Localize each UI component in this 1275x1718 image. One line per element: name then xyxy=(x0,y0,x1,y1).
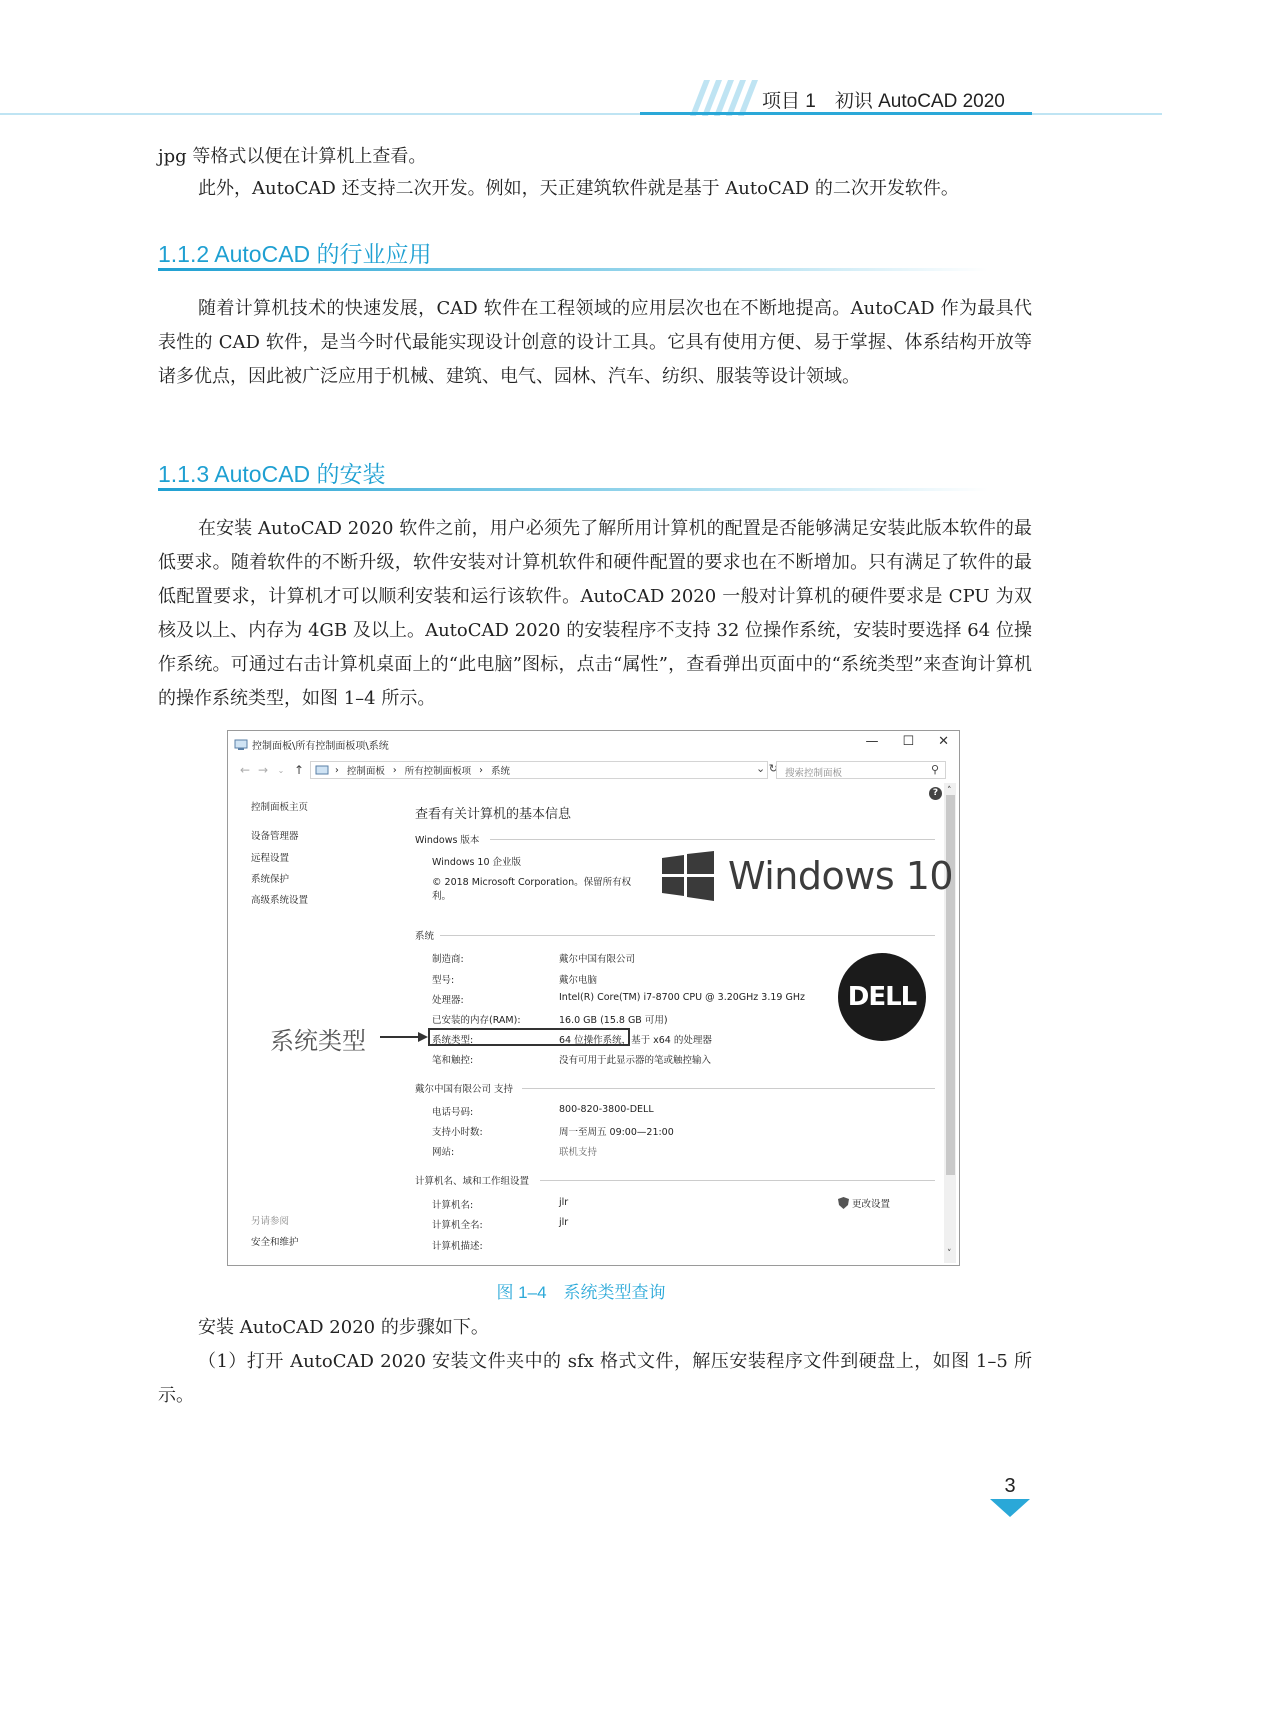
section-label-system: 系统 xyxy=(415,931,435,942)
system-row-label: 笔和触控: xyxy=(432,1055,474,1066)
callout-arrow-icon xyxy=(380,1031,430,1043)
dell-logo: DELL xyxy=(838,953,926,1041)
section-label-computer-name: 计算机名、域和工作组设置 xyxy=(415,1176,530,1187)
system-row-label: 制造商: xyxy=(432,954,464,965)
section-divider xyxy=(522,1088,935,1089)
breadcrumb-item[interactable]: 控制面板 xyxy=(346,766,385,777)
control-panel-icon xyxy=(234,739,248,750)
search-icon[interactable]: ⚲ xyxy=(930,763,939,776)
sidebar-item-advanced-settings[interactable]: 高级系统设置 xyxy=(251,895,309,906)
refresh-icon[interactable]: ⌄ ↻ xyxy=(756,762,778,775)
system-row-value: 16.0 GB (15.8 GB 可用) xyxy=(559,1015,668,1026)
maximize-icon[interactable]: ☐ xyxy=(902,734,915,749)
back-arrow-icon[interactable]: ← xyxy=(239,763,251,777)
section-heading-1-1-2: 1.1.2 AutoCAD 的行业应用 xyxy=(158,241,432,267)
sidebar-item-remote-settings[interactable]: 远程设置 xyxy=(251,853,290,864)
callout-label: 系统类型 xyxy=(270,1027,366,1055)
close-icon[interactable]: ✕ xyxy=(938,734,949,749)
paragraph-step-1: （1）打开 AutoCAD 2020 安装文件夹中的 sfx 格式文件，解压安装程序文件到硬盘上，如图 1–5 所示。 xyxy=(158,1351,1032,1406)
breadcrumb-separator-icon: › xyxy=(392,764,397,776)
sidebar-item-system-protection[interactable]: 系统保护 xyxy=(251,874,290,885)
scroll-down-icon[interactable]: ˅ xyxy=(947,1249,952,1259)
support-row-label: 支持小时数: xyxy=(432,1127,483,1138)
paragraph-intro-2: 此外，AutoCAD 还支持二次开发。例如，天正建筑软件就是基于 AutoCAD 的二次开发软件。 xyxy=(198,178,959,199)
computer-row-value: jlr xyxy=(559,1217,569,1228)
address-bar[interactable] xyxy=(310,761,768,779)
system-row-label: 已安装的内存(RAM): xyxy=(432,1015,521,1026)
figure-caption: 图 1–4 系统类型查询 xyxy=(496,1283,666,1302)
window-title: 控制面板\所有控制面板项\系统 xyxy=(252,741,389,752)
header-rule-accent xyxy=(640,112,1032,115)
forward-arrow-icon[interactable]: → xyxy=(257,763,269,777)
see-also-label: 另请参阅 xyxy=(251,1216,290,1227)
window-controls xyxy=(865,734,949,749)
change-settings-link[interactable] xyxy=(838,1196,890,1210)
main-title: 查看有关计算机的基本信息 xyxy=(415,807,572,822)
section-divider xyxy=(490,839,935,840)
windows-logo-icon xyxy=(662,851,714,901)
section-label-support: 戴尔中国有限公司 支持 xyxy=(415,1084,514,1095)
change-settings-label: 更改设置 xyxy=(852,1199,891,1210)
control-panel-icon xyxy=(315,765,329,776)
system-row-label: 处理器: xyxy=(432,995,464,1006)
minimize-icon[interactable]: — xyxy=(865,734,879,749)
copyright-text: © 2018 Microsoft Corporation。保留所有权利。 xyxy=(432,877,632,902)
search-input[interactable] xyxy=(776,761,946,779)
support-row-label: 电话号码: xyxy=(432,1107,474,1118)
section-label-edition: Windows 版本 xyxy=(415,835,480,846)
sidebar-item-security-maintenance[interactable]: 安全和维护 xyxy=(251,1237,299,1248)
up-arrow-icon[interactable]: ↑ xyxy=(293,763,305,777)
system-row-label: 型号: xyxy=(432,975,455,986)
computer-row-label: 计算机名: xyxy=(432,1200,474,1211)
paragraph-steps-intro: 安装 AutoCAD 2020 的步骤如下。 xyxy=(198,1317,489,1338)
window-title-bar xyxy=(234,737,389,752)
section-heading-underline xyxy=(158,488,988,491)
section-divider xyxy=(440,935,935,936)
system-row-value: 没有可用于此显示器的笔或触控输入 xyxy=(559,1055,712,1066)
section-heading-1-1-3: 1.1.3 AutoCAD 的安装 xyxy=(158,461,386,487)
breadcrumb-item[interactable]: 所有控制面板项 xyxy=(404,766,472,777)
paragraph-intro-1: jpg 等格式以便在计算机上查看。 xyxy=(158,146,427,167)
windows-logo xyxy=(662,851,953,901)
shield-icon xyxy=(838,1197,849,1209)
breadcrumb-separator-icon: › xyxy=(335,764,339,776)
chevron-down-icon[interactable]: ⌄ xyxy=(277,765,285,775)
figure-system-window xyxy=(227,730,960,1266)
system-type-label: 系统类型: xyxy=(432,1035,474,1046)
section-heading-underline xyxy=(158,268,988,271)
page-marker-triangle-icon xyxy=(990,1499,1030,1519)
computer-row-value: jlr xyxy=(559,1197,569,1208)
support-row-value: 800-820-3800-DELL xyxy=(559,1104,654,1115)
sidebar-item-home[interactable]: 控制面板主页 xyxy=(251,802,309,813)
running-header-title: 项目 1 初识 AutoCAD 2020 xyxy=(762,91,1005,112)
windows-edition-value: Windows 10 企业版 xyxy=(432,857,522,868)
system-row-value: Intel(R) Core(TM) i7-8700 CPU @ 3.20GHz 3.19 GHz xyxy=(559,992,805,1003)
support-row-value: 周一至周五 09:00—21:00 xyxy=(559,1127,674,1138)
sidebar-item-device-manager[interactable]: 设备管理器 xyxy=(251,831,299,842)
online-support-link[interactable]: 联机支持 xyxy=(559,1147,598,1158)
page-number: 3 xyxy=(1004,1475,1016,1497)
header-stripe-decoration xyxy=(690,80,770,116)
support-row-label: 网站: xyxy=(432,1147,455,1158)
help-icon[interactable]: ? xyxy=(929,787,942,800)
paragraph-section-1-1-2: 随着计算机技术的快速发展，CAD 软件在工程领域的应用层次也在不断地提高。AutoCAD 作为最具代表性的 CAD 软件，是当今时代最能实现设计创意的设计工具。它具有使用方便、易于掌握、体系结构开放等诸多优点，因此被广泛应用于机械、建筑、电气、园林、汽车、纺织、服装等设计领域。 xyxy=(158,298,1032,387)
search-placeholder: 搜索控制面板 xyxy=(785,768,843,779)
system-type-highlight-box xyxy=(428,1028,630,1046)
system-row-value: 戴尔中国有限公司 xyxy=(559,954,636,965)
breadcrumb-item[interactable]: 系统 xyxy=(490,766,510,777)
windows-logo-text: Windows 10 xyxy=(728,854,954,898)
scroll-up-icon[interactable]: ˄ xyxy=(947,786,952,796)
system-row-value: 戴尔电脑 xyxy=(559,975,598,986)
paragraph-section-1-1-3: 在安装 AutoCAD 2020 软件之前，用户必须先了解所用计算机的配置是否能够满足安装此版本软件的最低要求。随着软件的不断升级，软件安装对计算机软件和硬件配置的要求也在不断增加。只有满足了软件的最低配置要求，计算机才可以顺利安装和运行该软件。AutoCAD 2020 一般对计算机的硬件要求是 CPU 为双核及以上、内存为 4GB 及以上。AutoCAD 2020 的安装程序不支持 32 位操作系统，安装时要选择 64 位操作系统。可通过右击计算机桌面上的“此电脑”图标，点击“属性”，查看弹出页面中的“系统类型”来查询计算机的操作系统类型，如图 1–4 所示。 xyxy=(158,518,1032,709)
computer-row-label: 计算机全名: xyxy=(432,1220,483,1231)
section-divider xyxy=(540,1180,935,1181)
computer-row-label: 计算机描述: xyxy=(432,1241,483,1252)
system-type-value: 64 位操作系统，基于 x64 的处理器 xyxy=(559,1035,712,1046)
breadcrumb-separator-icon: › xyxy=(479,764,483,776)
